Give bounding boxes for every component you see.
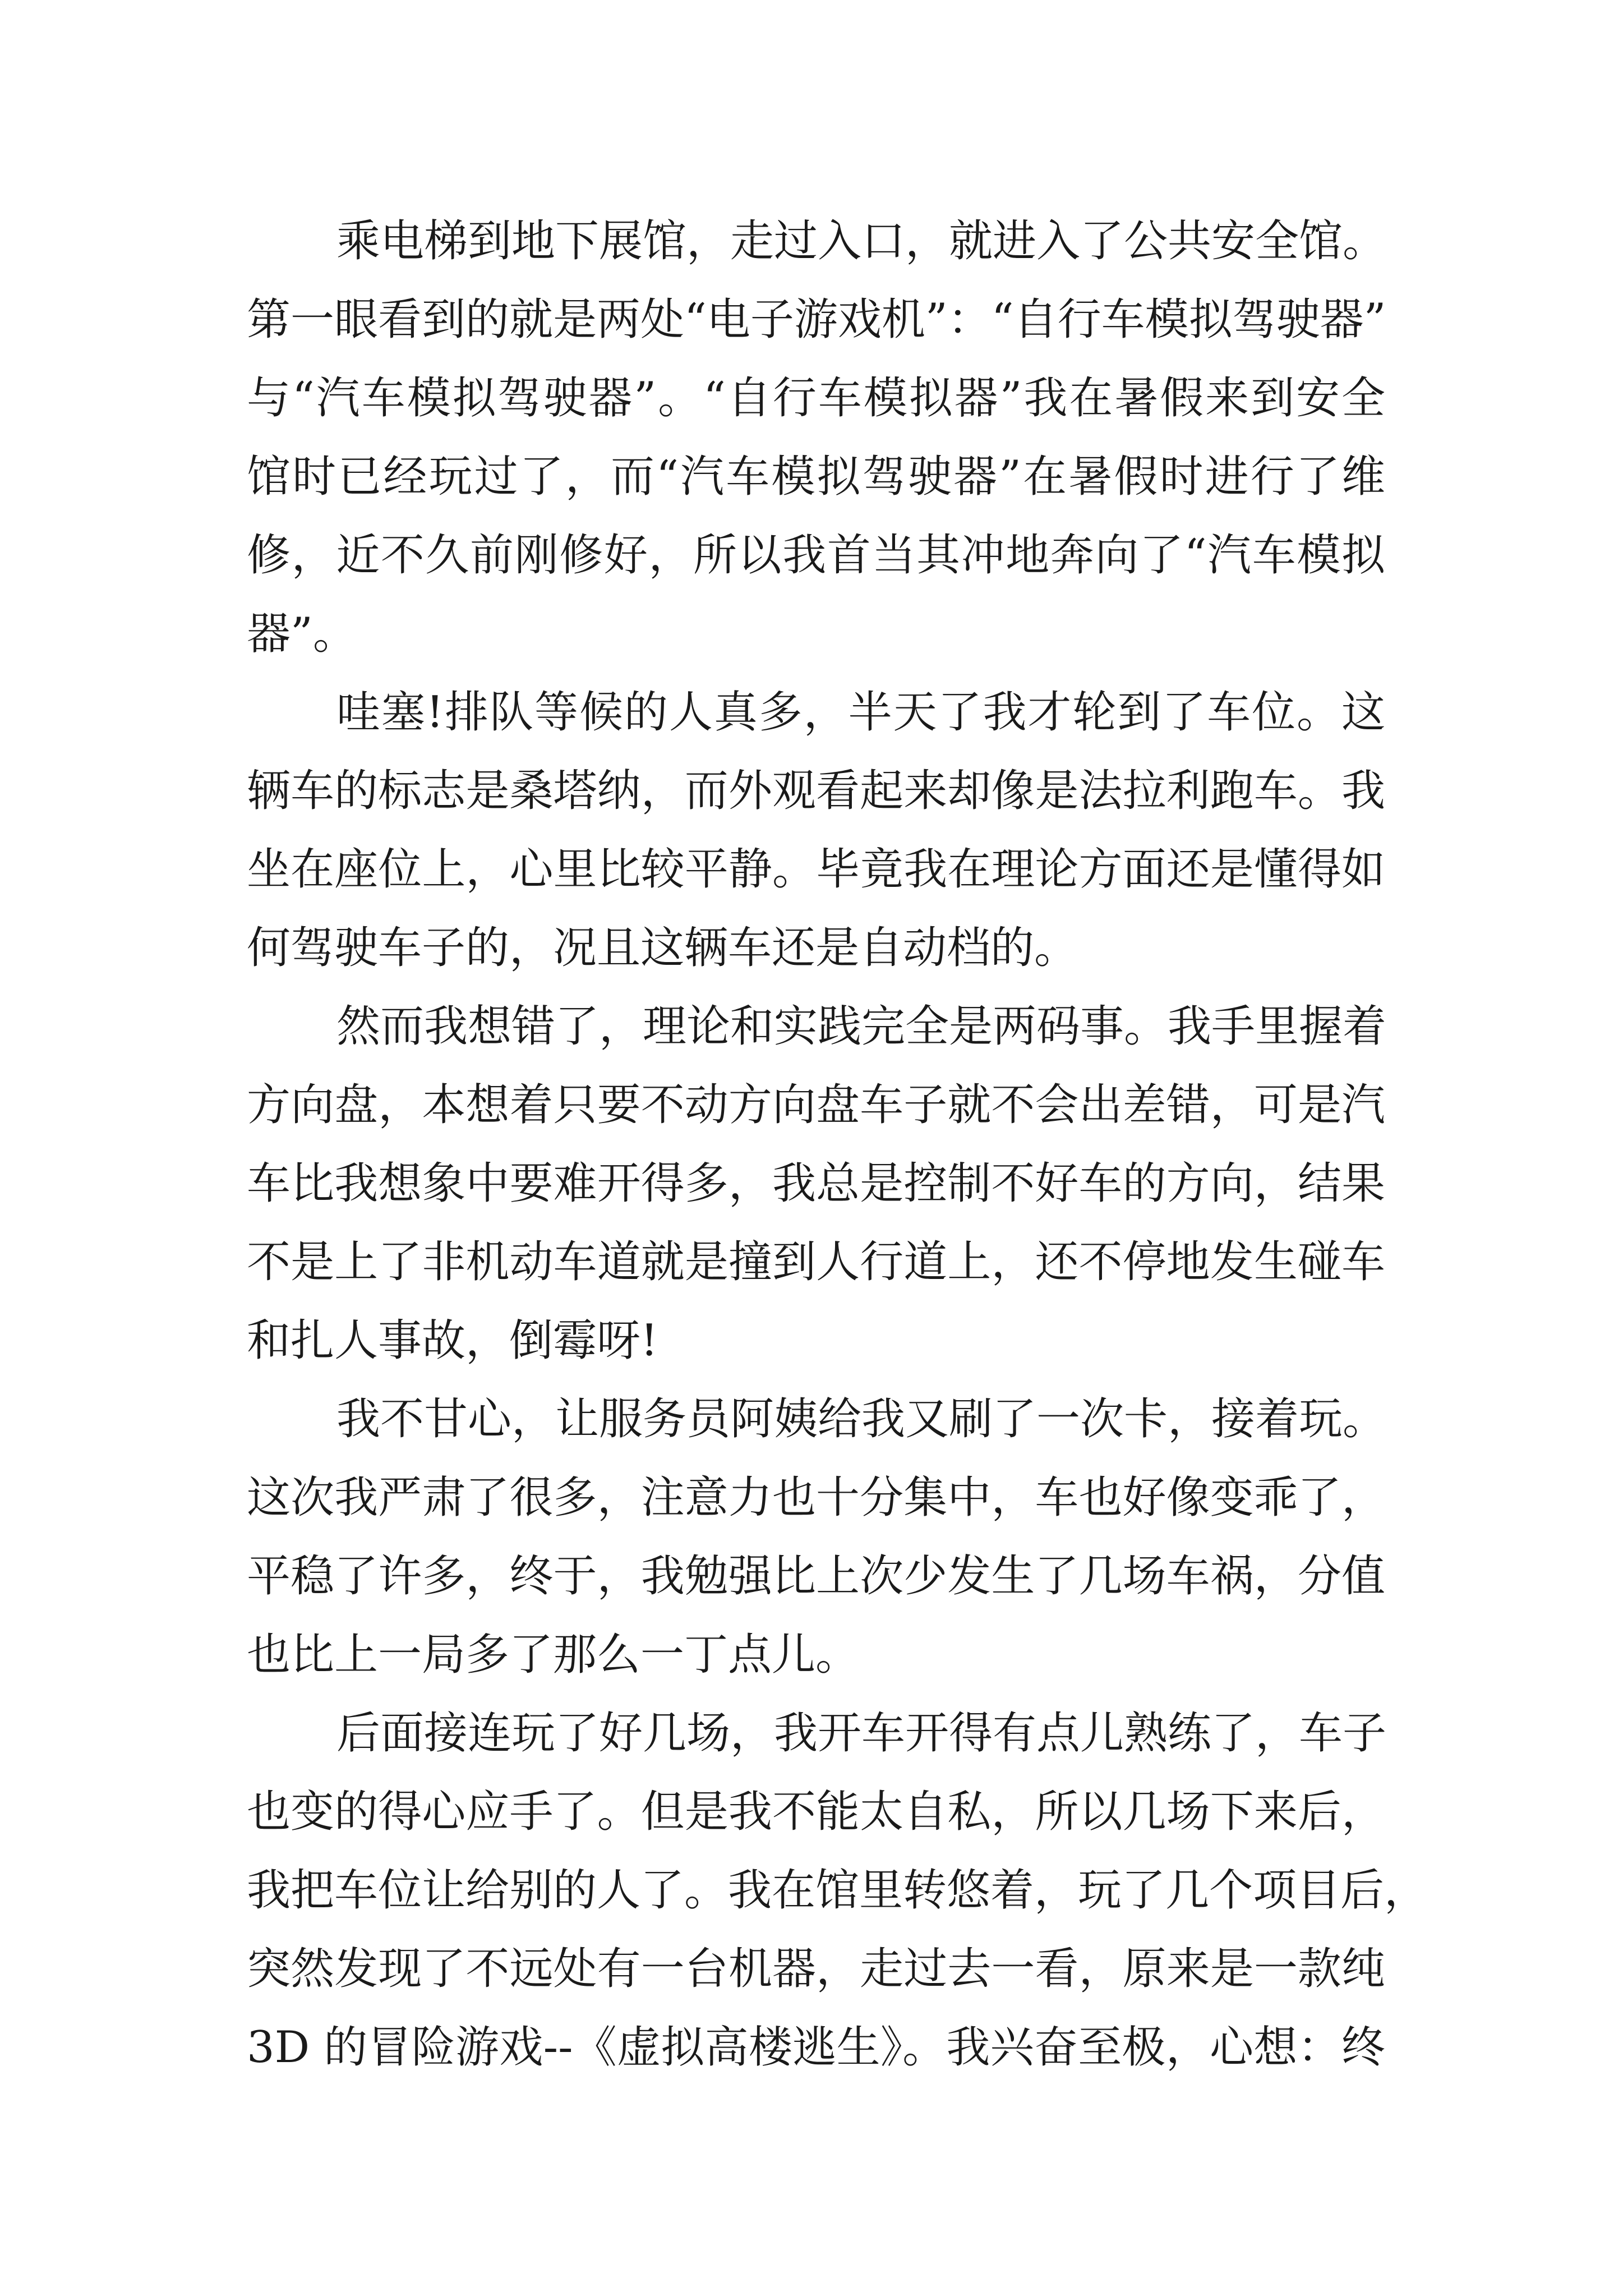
text-line: 方向盘，本想着只要不动方向盘车子就不会出差错，可是汽 (247, 1080, 1385, 1130)
text-line: 车比我想象中要难开得多，我总是控制不好车的方向，结果 (247, 1158, 1385, 1209)
text-line: 后面接连玩了好几场，我开车开得有点儿熟练了，车子 (336, 1708, 1387, 1759)
text-line: 乘电梯到地下展馆，走过入口，就进入了公共安全馆。 (336, 216, 1387, 266)
text-line: 哇塞!排队等候的人真多，半天了我才轮到了车位。这 (336, 687, 1385, 738)
text-line: 器”。 (247, 609, 357, 659)
text-line: 我把车位让给别的人了。我在馆里转悠着，玩了几个项目后， (247, 1865, 1428, 1916)
text-line: 何驾驶车子的，况且这辆车还是自动档的。 (247, 923, 1078, 973)
text-line: 我不甘心，让服务员阿姨给我又刷了一次卡，接着玩。 (336, 1394, 1387, 1444)
text-line: 不是上了非机动车道就是撞到人行道上，还不停地发生碰车 (247, 1237, 1385, 1287)
text-line: 3D 的冒险游戏--《虚拟高楼逃生》。我兴奋至极，心想：终 (247, 2022, 1385, 2073)
text-line: 和扎人事故，倒霉呀! (247, 1315, 658, 1366)
text-line: 平稳了许多，终于，我勉强比上次少发生了几场车祸，分值 (247, 1551, 1385, 1602)
text-line: 这次我严肃了很多，注意力也十分集中，车也好像变乖了， (247, 1473, 1385, 1523)
text-line: 馆时已经玩过了，而“汽车模拟驾驶器”在暑假时进行了维 (247, 452, 1385, 502)
text-line: 辆车的标志是桑塔纳，而外观看起来却像是法拉利跑车。我 (247, 766, 1385, 816)
text-line: 坐在座位上，心里比较平静。毕竟我在理论方面还是懂得如 (247, 844, 1385, 895)
text-line: 然而我想错了，理论和实践完全是两码事。我手里握着 (336, 1001, 1387, 1052)
text-line: 修，近不久前刚修好，所以我首当其冲地奔向了“汽车模拟 (247, 530, 1385, 581)
text-line: 也变的得心应手了。但是我不能太自私，所以几场下来后， (247, 1787, 1385, 1837)
text-line: 与“汽车模拟驾驶器”。“自行车模拟器”我在暑假来到安全 (247, 373, 1385, 424)
text-line: 也比上一局多了那么一丁点儿。 (247, 1630, 860, 1680)
text-line: 突然发现了不远处有一台机器，走过去一看，原来是一款纯 (247, 1944, 1385, 1994)
text-line: 第一眼看到的就是两处“电子游戏机”：“自行车模拟驾驶器” (247, 295, 1386, 345)
